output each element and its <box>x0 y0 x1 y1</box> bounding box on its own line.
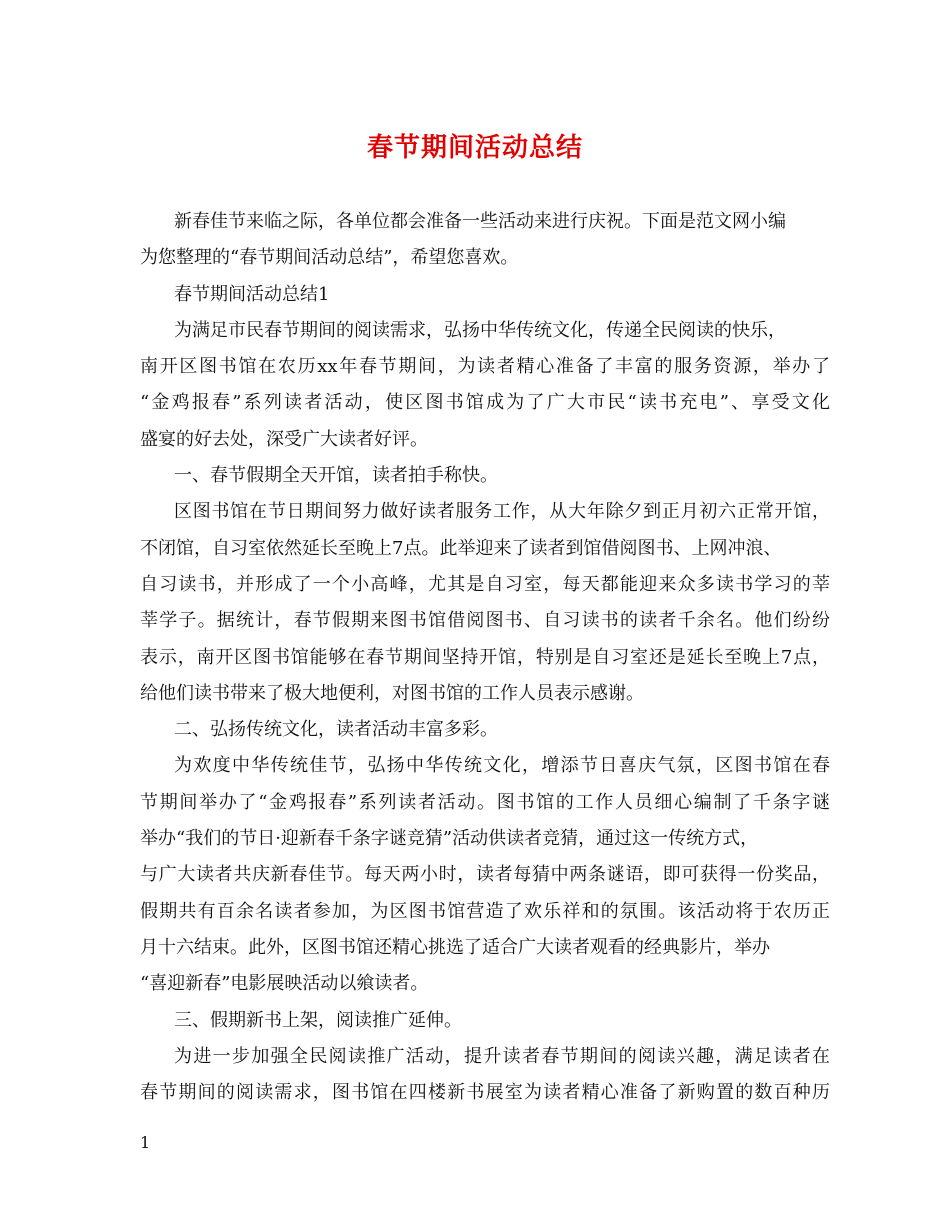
body-line: 节期间举办了“金鸡报春”系列读者活动。图书馆的工作人员细心编制了千条字谜 <box>140 791 830 813</box>
body-line: 不闭馆，自习室依然延长至晚上7点。此举迎来了读者到馆借阅图书、上网冲浪、 <box>140 537 782 559</box>
body-line: 区图书馆在节日期间努力做好读者服务工作，从大年除夕到正月初六正常开馆， <box>174 501 830 523</box>
body-line: 莘学子。据统计，春节假期来图书馆借阅图书、自习读书的读者千余名。他们纷纷 <box>140 610 830 632</box>
body-line: 举办“我们的节日·迎新春千条字谜竞猜”活动供读者竞猜，通过这一传统方式， <box>140 828 759 850</box>
body-line: 春节期间活动总结1 <box>174 283 330 305</box>
page-number: 1 <box>140 1133 151 1152</box>
body-line: 为您整理的“春节期间活动总结”，希望您喜欢。 <box>140 247 519 269</box>
body-line: 假期共有百余名读者参加，为区图书馆营造了欢乐祥和的氛围。该活动将于农历正 <box>140 900 830 922</box>
body-line: 与广大读者共庆新春佳节。每天两小时，读者每猜中两条谜语，即可获得一份奖品， <box>140 864 830 886</box>
body-line: 自习读书，并形成了一个小高峰，尤其是自习室，每天都能迎来众多读书学习的莘 <box>140 573 830 595</box>
body-line: 为满足市民春节期间的阅读需求，弘扬中华传统文化，传递全民阅读的快乐， <box>174 319 786 341</box>
body-line: 春节期间的阅读需求，图书馆在四楼新书展室为读者精心准备了新购置的数百种历 <box>140 1082 830 1104</box>
body-line: 二、弘扬传统文化，读者活动丰富多彩。 <box>174 719 498 741</box>
document-title: 春节期间活动总结 <box>366 133 583 163</box>
body-line: 南开区图书馆在农历xx年春节期间，为读者精心准备了丰富的服务资源，举办了 <box>140 356 830 378</box>
body-line: 新春佳节来临之际，各单位都会准备一些活动来进行庆祝。下面是范文网小编 <box>174 211 786 232</box>
body-line: “金鸡报春”系列读者活动，使区图书馆成为了广大市民“读书充电”、享受文化 <box>140 392 830 414</box>
body-line: 给他们读书带来了极大地便利，对图书馆的工作人员表示感谢。 <box>140 682 644 704</box>
body-line: 一、春节假期全天开馆，读者拍手称快。 <box>174 465 498 487</box>
body-line: 月十六结束。此外，区图书馆还精心挑选了适合广大读者观看的经典影片，举办 <box>140 936 770 958</box>
body-line: 为欢度中华传统佳节，弘扬中华传统文化，增添节日喜庆气氛，区图书馆在春 <box>174 755 830 777</box>
body-line: 三、假期新书上架，阅读推广延伸。 <box>174 1009 462 1031</box>
body-line: 为进一步加强全民阅读推广活动，提升读者春节期间的阅读兴趣，满足读者在 <box>174 1045 830 1067</box>
body-line: “喜迎新春”电影展映活动以飨读者。 <box>140 973 429 995</box>
body-line: 盛宴的好去处，深受广大读者好评。 <box>140 428 428 450</box>
body-line: 表示，南开区图书馆能够在春节期间坚持开馆，特别是自习室还是延长至晚上7点， <box>140 646 830 668</box>
document-body <box>140 204 830 1111</box>
